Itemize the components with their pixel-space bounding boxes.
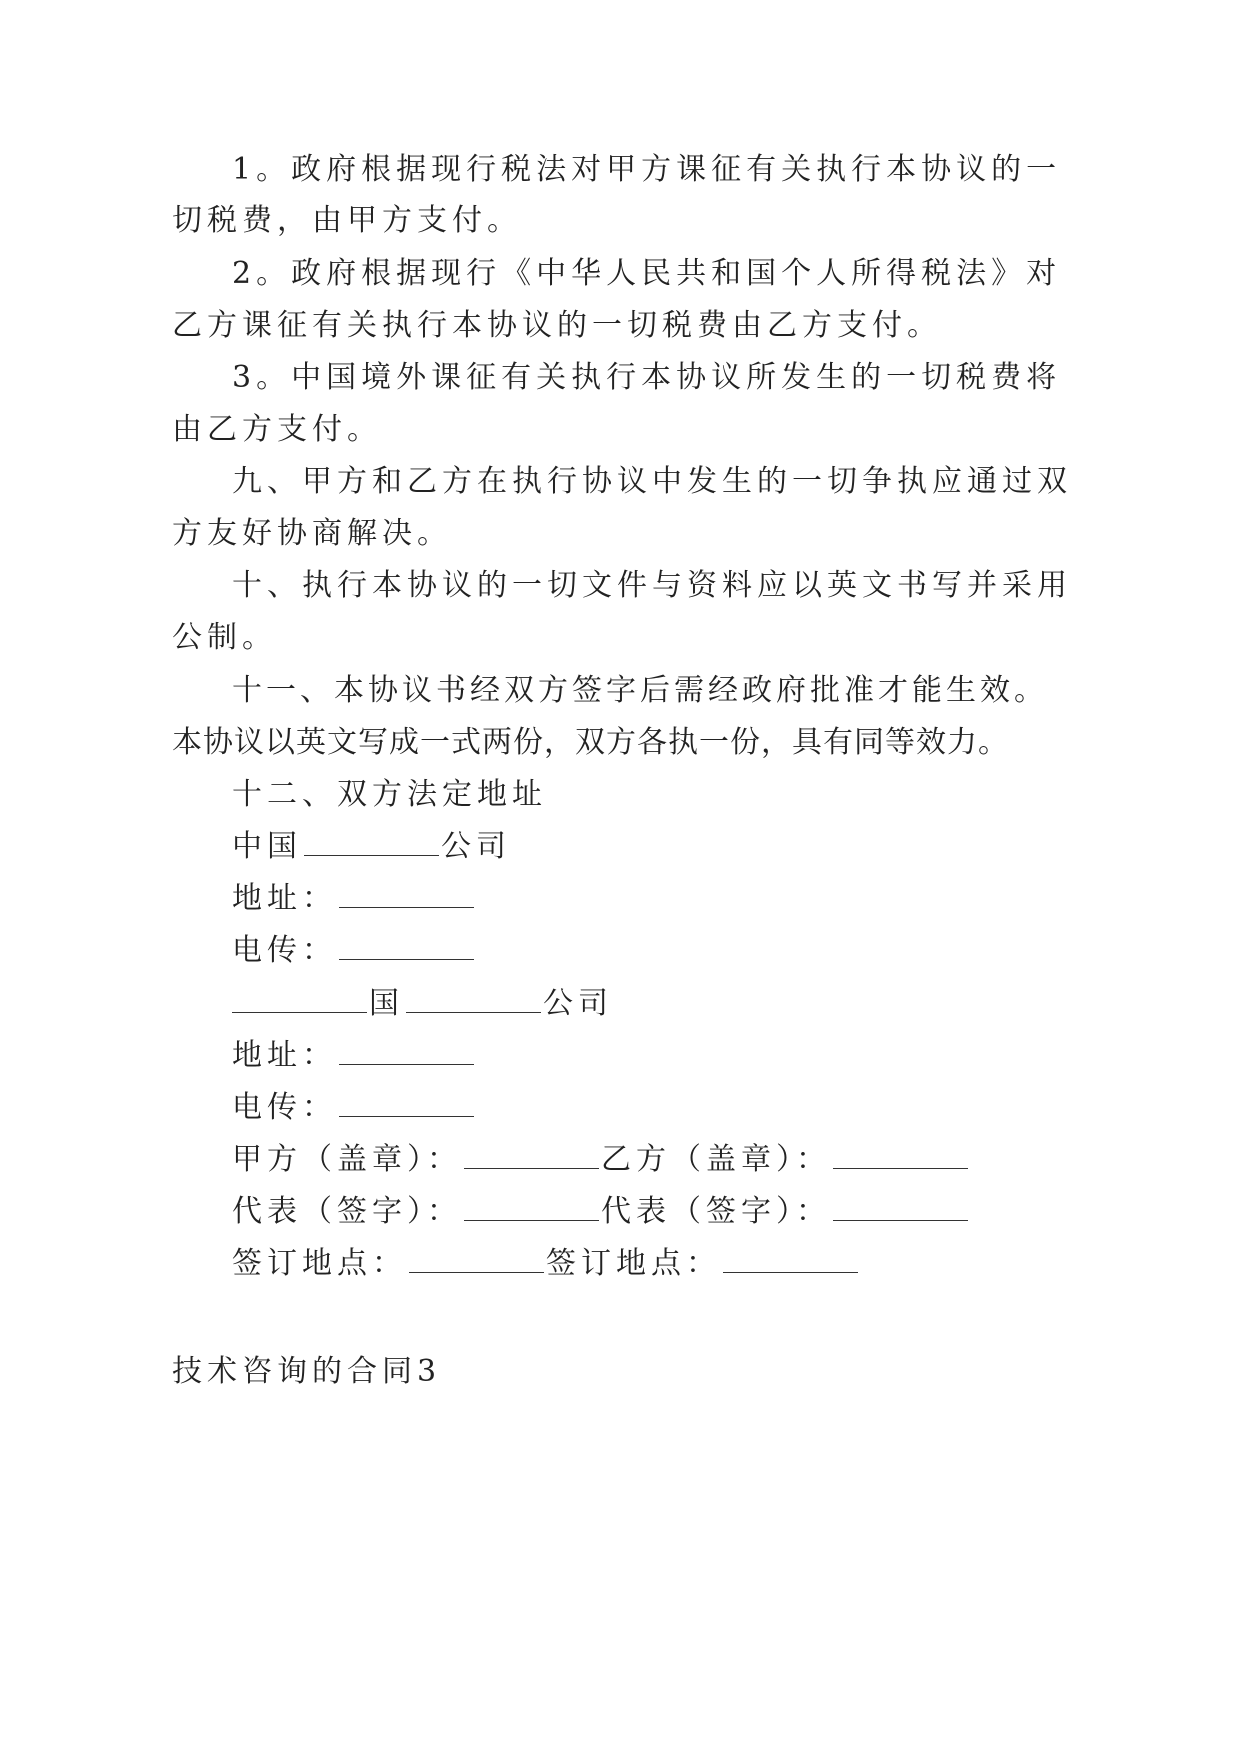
clause-9-line2: 方友好协商解决。	[172, 516, 452, 551]
party-cn-suffix: 公司	[441, 829, 511, 864]
place-b-blank[interactable]	[723, 1246, 858, 1273]
tax-item-3-line2: 由乙方支付。	[172, 412, 382, 447]
party-foreign-address	[232, 1036, 476, 1076]
tax-item-1-line1: 1。政府根据现行税法对甲方课征有关执行本协议的一	[232, 152, 1062, 187]
party-cn-fax	[232, 931, 476, 971]
party-cn-company	[232, 827, 511, 867]
tax-item-3-line1: 3。中国境外课征有关执行本协议所发生的一切税费将	[232, 360, 1062, 395]
rep-a-label: 代表（签字）：	[232, 1194, 462, 1229]
signature-place-row	[232, 1244, 860, 1284]
clause-12-title: 十二、双方法定地址	[232, 777, 547, 812]
party-a-seal-blank[interactable]	[464, 1142, 599, 1169]
clause-9-line1: 九、甲方和乙方在执行协议中发生的一切争执应通过双	[232, 464, 1072, 499]
place-a-blank[interactable]	[409, 1246, 544, 1273]
party-foreign-company-suffix: 公司	[543, 986, 613, 1021]
clause-10-line1: 十、执行本协议的一切文件与资料应以英文书写并采用	[232, 568, 1072, 603]
clause-11-line1: 十一、本协议书经双方签字后需经政府批准才能生效。	[232, 673, 1048, 708]
party-foreign-address-label: 地址：	[232, 1038, 337, 1073]
rep-a-blank[interactable]	[464, 1194, 599, 1221]
party-cn-address-label: 地址：	[232, 881, 337, 916]
tax-item-2-line2: 乙方课征有关执行本协议的一切税费由乙方支付。	[172, 308, 942, 343]
clause-10-line2: 公制。	[172, 620, 277, 655]
tax-item-1-line2: 切税费，由甲方支付。	[172, 203, 522, 238]
party-foreign-fax-blank[interactable]	[339, 1090, 474, 1117]
signature-seal-row	[232, 1140, 970, 1180]
rep-b-blank[interactable]	[833, 1194, 968, 1221]
place-a-label: 签订地点：	[232, 1246, 407, 1281]
next-contract-title: 技术咨询的合同3	[172, 1354, 442, 1389]
tax-item-2-line1: 2。政府根据现行《中华人民共和国个人所得税法》对	[232, 256, 1062, 291]
party-foreign-country-suffix: 国	[369, 986, 404, 1021]
party-b-seal-label: 乙方（盖章）：	[601, 1142, 831, 1177]
party-foreign-fax-label: 电传：	[232, 1090, 337, 1125]
party-a-seal-label: 甲方（盖章）：	[232, 1142, 462, 1177]
party-foreign-name-blank[interactable]	[406, 986, 541, 1013]
rep-b-label: 代表（签字）：	[601, 1194, 831, 1229]
party-foreign-country-blank[interactable]	[232, 986, 367, 1013]
party-cn-fax-label: 电传：	[232, 933, 337, 968]
party-foreign-fax	[232, 1088, 476, 1128]
party-foreign-company	[232, 984, 613, 1024]
party-cn-address	[232, 879, 476, 919]
clause-11-line2: 本协议以英文写成一式两份，双方各执一份，具有同等效力。	[172, 725, 1009, 760]
party-b-seal-blank[interactable]	[833, 1142, 968, 1169]
signature-rep-row	[232, 1192, 970, 1232]
party-cn-address-blank[interactable]	[339, 881, 474, 908]
party-cn-prefix: 中国	[232, 829, 302, 864]
place-b-label: 签订地点：	[546, 1246, 721, 1281]
party-cn-fax-blank[interactable]	[339, 933, 474, 960]
party-cn-name-blank[interactable]	[304, 829, 439, 856]
party-foreign-address-blank[interactable]	[339, 1038, 474, 1065]
